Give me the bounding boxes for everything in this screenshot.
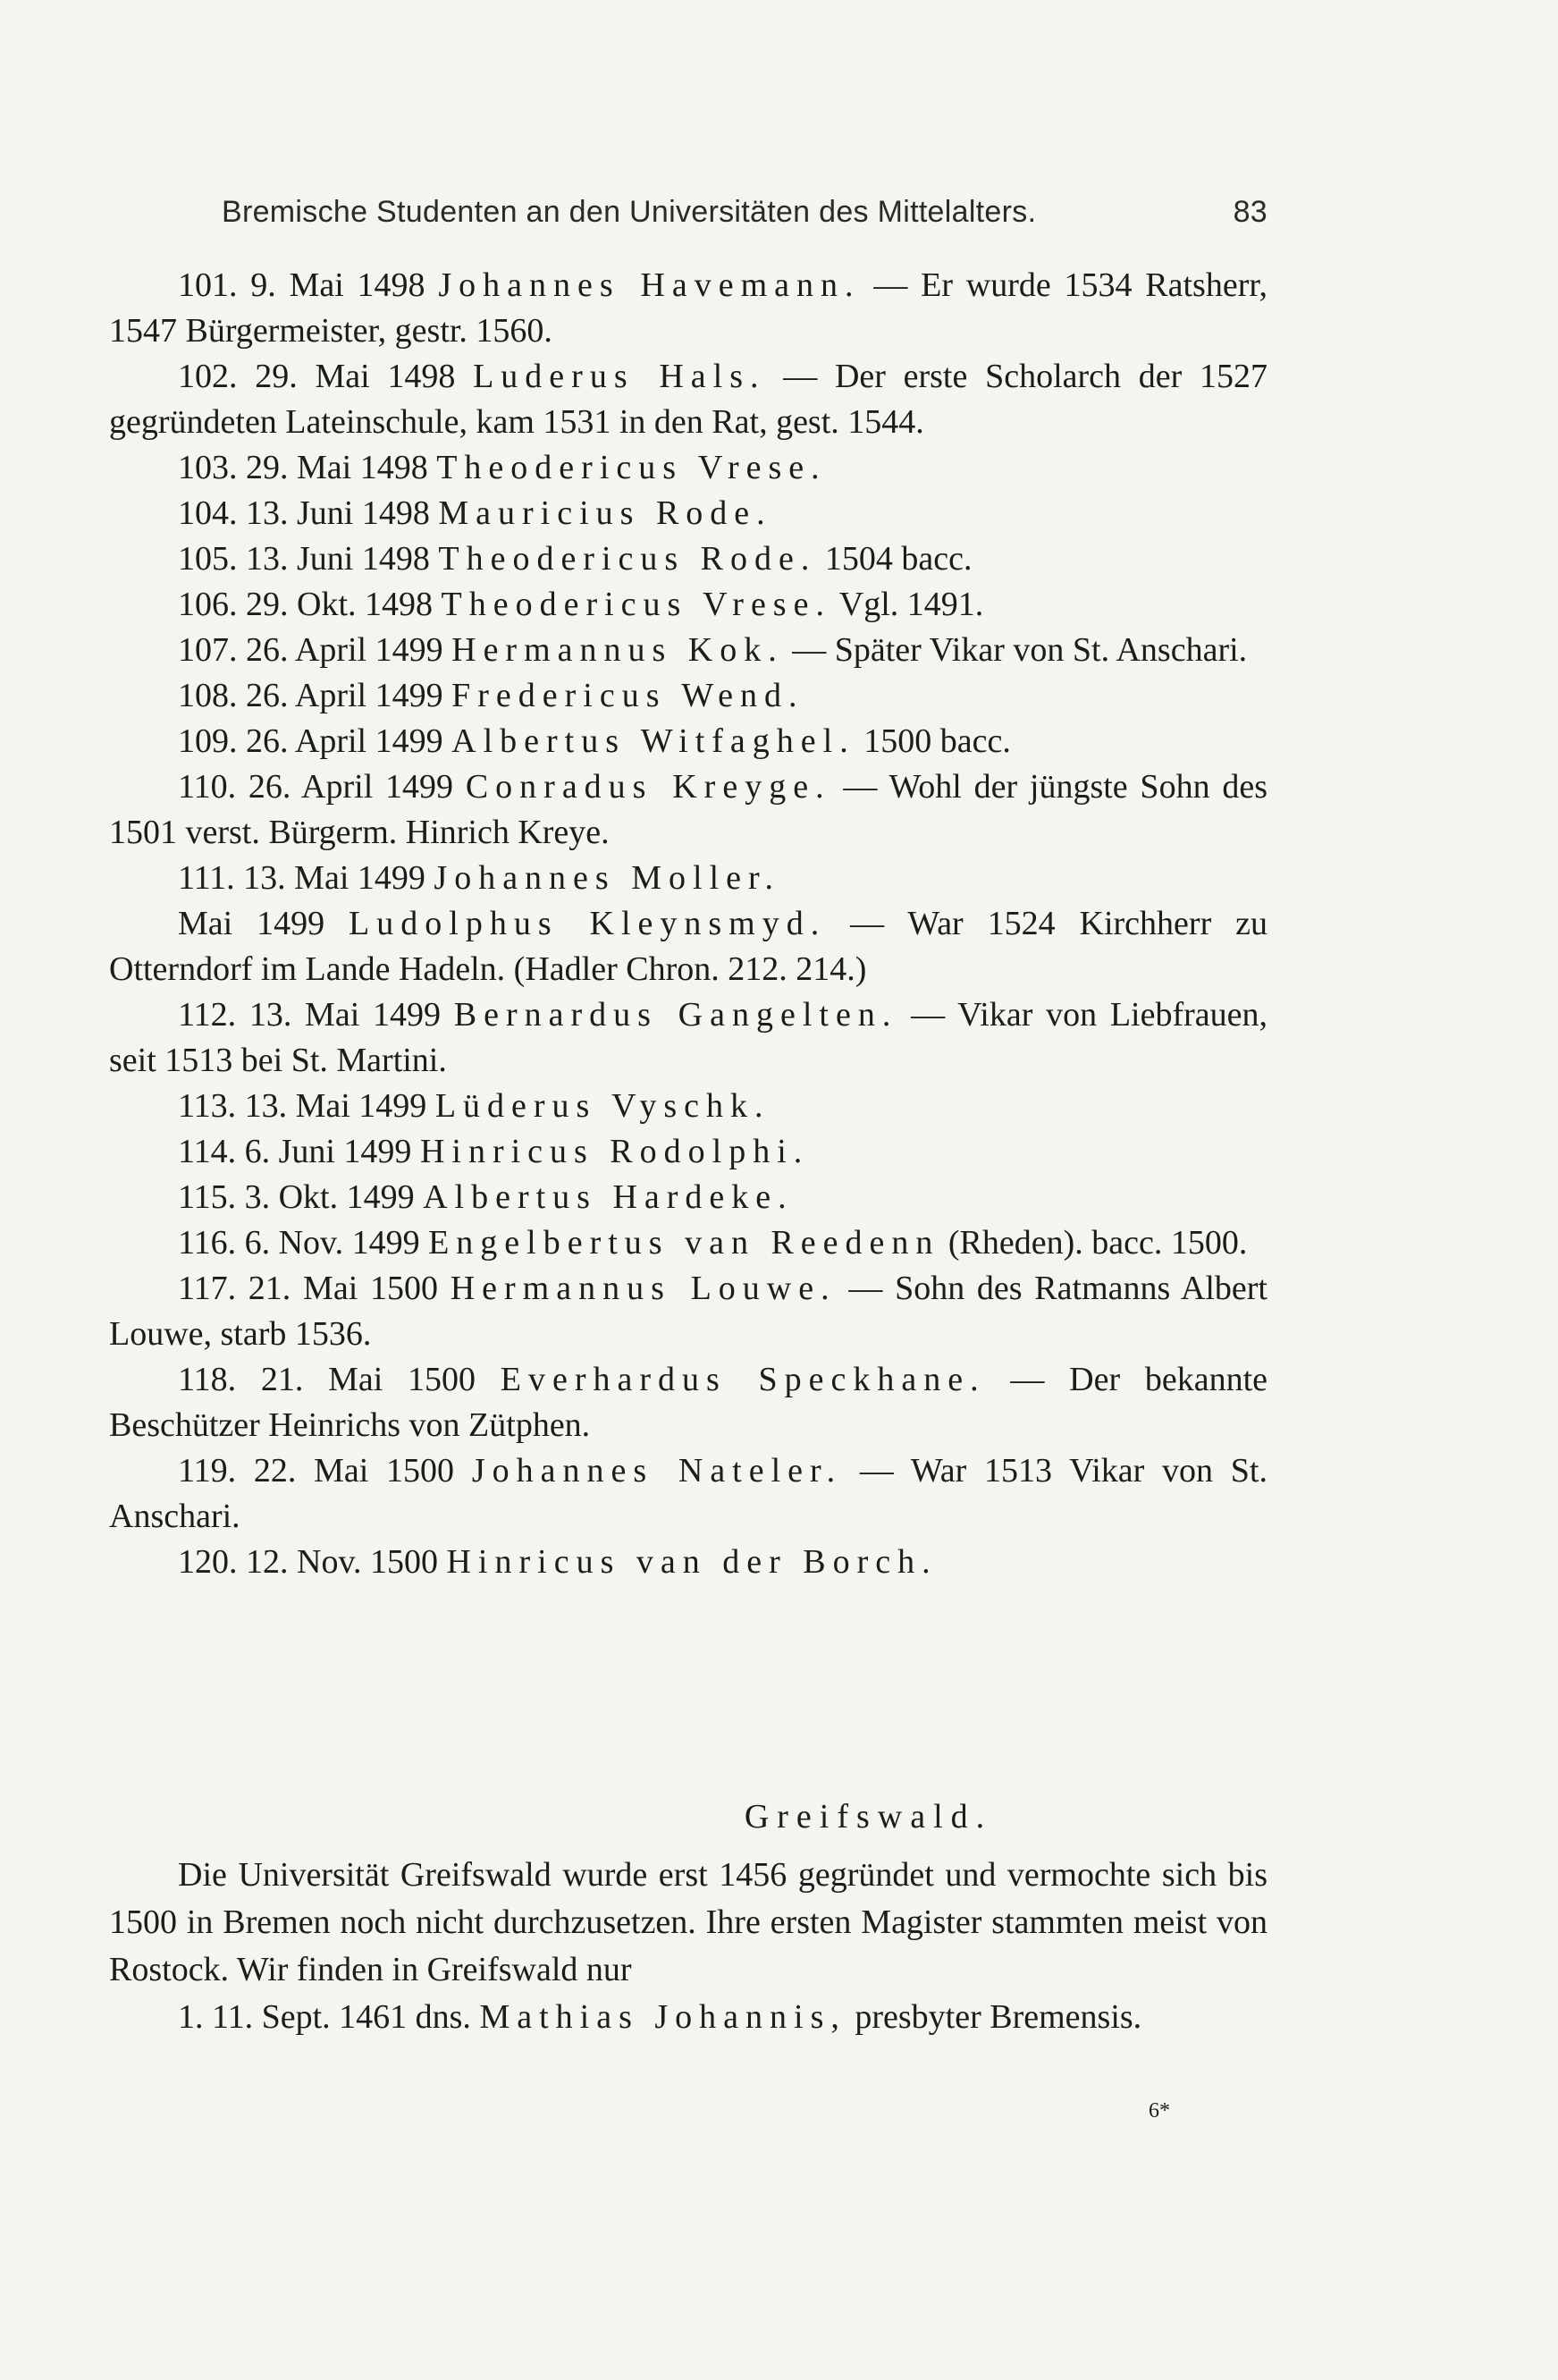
student-entry: 110. 26. April 1499 Conradus Kreyge. — Wohl der jüngste Sohn des 1501 verst. Bürgerm. Hinrich Kreye. bbox=[109, 768, 1267, 851]
student-name: Conradus Kreyge. bbox=[465, 768, 831, 806]
student-entry: 107. 26. April 1499 Hermannus Kok. — Später Vikar von St. Anschari. bbox=[178, 631, 1248, 669]
student-entry: Mai 1499 Ludolphus Kleynsmyd. — War 1524 Kirchherr zu Otterndorf im Lande Hadeln. (Hadler Chron. 212. 214.) bbox=[109, 905, 1268, 988]
student-entry: 103. 29. Mai 1498 Theodericus Vrese. bbox=[178, 449, 827, 486]
section-body bbox=[109, 1852, 1267, 2041]
section-heading: Greifswald. bbox=[744, 1798, 993, 1836]
student-entry: 1. 11. Sept. 1461 dns. Mathias Johannis, presbyter Bremensis. bbox=[178, 1998, 1142, 2036]
student-name: Theodericus Vrese. bbox=[441, 586, 831, 623]
student-name: Hermannus Kok. bbox=[451, 631, 784, 669]
student-entry: 105. 13. Juni 1498 Theodericus Rode. 1504 bacc. bbox=[178, 540, 973, 578]
student-entry: 109. 26. April 1499 Albertus Witfaghel. 1500 bacc. bbox=[178, 722, 1011, 760]
student-name: Bernardus Gangelten. bbox=[453, 996, 898, 1034]
student-name: Mathias Johannis, bbox=[479, 1998, 846, 2036]
student-entry: 115. 3. Okt. 1499 Albertus Hardeke. bbox=[178, 1178, 794, 1216]
student-name: Hinricus Rodolphi. bbox=[419, 1133, 810, 1170]
student-entry: 116. 6. Nov. 1499 Engelbertus van Reedenn (Rheden). bacc. 1500. bbox=[178, 1224, 1248, 1262]
student-entry-list bbox=[109, 263, 1267, 1585]
student-name: Fredericus Wend. bbox=[451, 677, 804, 714]
student-name: Theodericus Rode. bbox=[438, 540, 817, 578]
student-name: Hermannus Louwe. bbox=[450, 1270, 837, 1307]
student-name: Everhardus Speckhane. bbox=[500, 1361, 986, 1398]
student-name: Engelbertus van Reedenn bbox=[428, 1224, 940, 1262]
student-name: Johannes Havemann. bbox=[438, 266, 861, 304]
student-entry: 111. 13. Mai 1499 Johannes Moller. bbox=[178, 859, 781, 897]
student-entry: 119. 22. Mai 1500 Johannes Nateler. — War 1513 Vikar von St. Anschari. bbox=[109, 1452, 1267, 1535]
student-entry: 104. 13. Juni 1498 Mauricius Rode. bbox=[178, 494, 772, 532]
student-name: Albertus Hardeke. bbox=[423, 1178, 794, 1216]
student-name: Lüderus Vyschk. bbox=[434, 1087, 771, 1125]
signature-mark: 6* bbox=[1149, 2099, 1170, 2123]
student-entry: 113. 13. Mai 1499 Lüderus Vyschk. bbox=[178, 1087, 771, 1125]
student-name: Albertus Witfaghel. bbox=[451, 722, 855, 760]
running-title: Bremische Studenten an den Universitäten des Mittelalters. bbox=[222, 195, 1037, 229]
student-name: Mauricius Rode. bbox=[438, 494, 772, 532]
student-name: Johannes Nateler. bbox=[471, 1452, 843, 1490]
student-name: Theodericus Vrese. bbox=[436, 449, 827, 486]
student-entry: 117. 21. Mai 1500 Hermannus Louwe. — Sohn des Ratmanns Albert Louwe, starb 1536. bbox=[109, 1270, 1267, 1353]
student-entry: 101. 9. Mai 1498 Johannes Havemann. — Er wurde 1534 Ratsherr, 1547 Bürgermeister, gestr. 1560. bbox=[109, 266, 1267, 350]
student-entry: 112. 13. Mai 1499 Bernardus Gangelten. — Vikar von Liebfrauen, seit 1513 bei St. Martini. bbox=[109, 996, 1267, 1079]
student-entry: 108. 26. April 1499 Fredericus Wend. bbox=[178, 677, 804, 714]
student-name: Luderus Hals. bbox=[473, 358, 766, 395]
student-entry: 118. 21. Mai 1500 Everhardus Speckhane. — Der bekannte Beschützer Heinrichs von Zütphen. bbox=[109, 1361, 1267, 1444]
student-name: Hinricus van der Borch. bbox=[446, 1543, 938, 1581]
student-entry: 120. 12. Nov. 1500 Hinricus van der Borch. bbox=[178, 1543, 938, 1581]
student-entry: 106. 29. Okt. 1498 Theodericus Vrese. Vgl. 1491. bbox=[178, 586, 984, 623]
page-number: 83 bbox=[1233, 195, 1267, 229]
student-name: Ludolphus Kleynsmyd. bbox=[349, 905, 827, 942]
student-name: Johannes Moller. bbox=[434, 859, 781, 897]
section-intro-paragraph: Die Universität Greifswald wurde erst 1456 gegründet und vermochte sich bis 1500 in Bremen noch nicht durchzusetzen. Ihre ersten Magister stammten meist von Rostock. Wir finden in Greifswald nur bbox=[109, 1856, 1267, 1988]
student-entry: 102. 29. Mai 1498 Luderus Hals. — Der erste Scholarch der 1527 gegründeten Lateinschule, kam 1531 in den Rat, gest. 1544. bbox=[109, 358, 1267, 441]
running-header bbox=[222, 195, 1267, 230]
student-entry: 114. 6. Juni 1499 Hinricus Rodolphi. bbox=[178, 1133, 810, 1170]
